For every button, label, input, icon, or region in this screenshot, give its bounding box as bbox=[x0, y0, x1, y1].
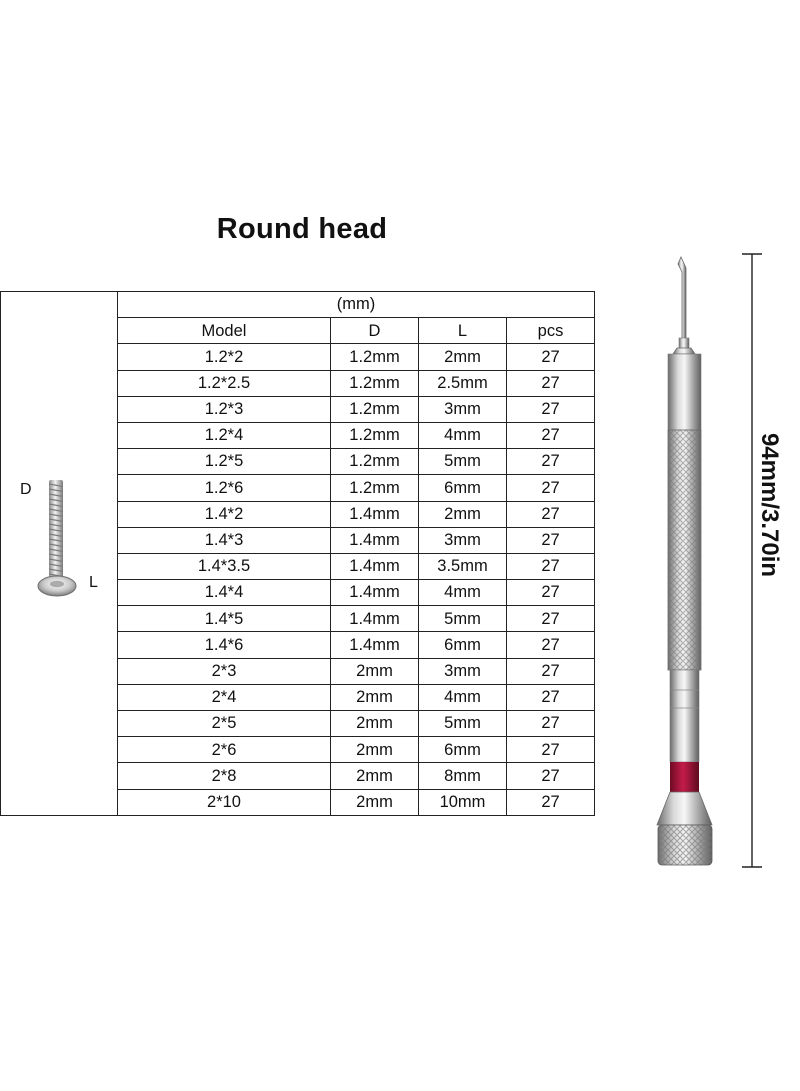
cell-l: 2mm bbox=[419, 344, 507, 370]
cell-l: 4mm bbox=[419, 422, 507, 448]
cell-l: 6mm bbox=[419, 737, 507, 763]
cell-pcs: 27 bbox=[507, 632, 595, 658]
cell-l: 4mm bbox=[419, 684, 507, 710]
cell-d: 2mm bbox=[331, 711, 419, 737]
cell-l: 3mm bbox=[419, 527, 507, 553]
cell-pcs: 27 bbox=[507, 789, 595, 815]
cell-model: 1.2*2 bbox=[118, 344, 331, 370]
screw-illustration bbox=[1, 292, 118, 815]
screwdriver-icon bbox=[620, 250, 720, 875]
diameter-label: D bbox=[20, 481, 32, 498]
screw-icon bbox=[35, 478, 81, 602]
cell-model: 2*8 bbox=[118, 763, 331, 789]
cell-pcs: 27 bbox=[507, 658, 595, 684]
cell-d: 1.4mm bbox=[331, 632, 419, 658]
cell-l: 3.5mm bbox=[419, 553, 507, 579]
length-label: L bbox=[89, 574, 98, 591]
dimension-label: 94mm/3.70in bbox=[756, 432, 783, 578]
screw-image-cell bbox=[1, 292, 118, 816]
cell-model: 2*6 bbox=[118, 737, 331, 763]
cell-d: 1.4mm bbox=[331, 553, 419, 579]
cell-model: 1.4*3.5 bbox=[118, 553, 331, 579]
cell-d: 2mm bbox=[331, 763, 419, 789]
cell-model: 2*4 bbox=[118, 684, 331, 710]
cell-pcs: 27 bbox=[507, 344, 595, 370]
cell-model: 1.4*3 bbox=[118, 527, 331, 553]
cell-pcs: 27 bbox=[507, 501, 595, 527]
cell-model: 1.2*3 bbox=[118, 396, 331, 422]
cell-l: 5mm bbox=[419, 711, 507, 737]
cell-pcs: 27 bbox=[507, 711, 595, 737]
header-l: L bbox=[419, 318, 507, 344]
cell-pcs: 27 bbox=[507, 422, 595, 448]
cell-model: 1.2*6 bbox=[118, 475, 331, 501]
cell-d: 1.4mm bbox=[331, 501, 419, 527]
cell-d: 1.2mm bbox=[331, 396, 419, 422]
cell-model: 1.4*2 bbox=[118, 501, 331, 527]
cell-l: 5mm bbox=[419, 606, 507, 632]
cell-l: 2mm bbox=[419, 501, 507, 527]
cell-model: 1.4*5 bbox=[118, 606, 331, 632]
cell-d: 1.2mm bbox=[331, 370, 419, 396]
cell-l: 6mm bbox=[419, 632, 507, 658]
cell-l: 4mm bbox=[419, 580, 507, 606]
cell-model: 1.2*4 bbox=[118, 422, 331, 448]
cell-d: 2mm bbox=[331, 789, 419, 815]
cell-pcs: 27 bbox=[507, 580, 595, 606]
cell-pcs: 27 bbox=[507, 475, 595, 501]
unit-label: (mm) bbox=[118, 292, 595, 318]
header-model: Model bbox=[118, 318, 331, 344]
cell-l: 8mm bbox=[419, 763, 507, 789]
cell-pcs: 27 bbox=[507, 396, 595, 422]
cell-d: 2mm bbox=[331, 658, 419, 684]
unit-row bbox=[1, 292, 595, 318]
cell-model: 1.4*4 bbox=[118, 580, 331, 606]
header-pcs: pcs bbox=[507, 318, 595, 344]
cell-pcs: 27 bbox=[507, 606, 595, 632]
cell-pcs: 27 bbox=[507, 684, 595, 710]
cell-d: 1.4mm bbox=[331, 580, 419, 606]
cell-pcs: 27 bbox=[507, 449, 595, 475]
cell-pcs: 27 bbox=[507, 737, 595, 763]
cell-l: 10mm bbox=[419, 789, 507, 815]
cell-model: 2*3 bbox=[118, 658, 331, 684]
cell-model: 1.4*6 bbox=[118, 632, 331, 658]
cell-l: 5mm bbox=[419, 449, 507, 475]
cell-l: 2.5mm bbox=[419, 370, 507, 396]
cell-l: 3mm bbox=[419, 658, 507, 684]
cell-d: 1.2mm bbox=[331, 475, 419, 501]
cell-model: 2*10 bbox=[118, 789, 331, 815]
cell-d: 1.2mm bbox=[331, 422, 419, 448]
cell-d: 1.4mm bbox=[331, 527, 419, 553]
cell-d: 2mm bbox=[331, 737, 419, 763]
cell-l: 3mm bbox=[419, 396, 507, 422]
cell-l: 6mm bbox=[419, 475, 507, 501]
screw-spec-table bbox=[0, 291, 595, 816]
cell-d: 1.4mm bbox=[331, 606, 419, 632]
cell-model: 1.2*5 bbox=[118, 449, 331, 475]
cell-model: 2*5 bbox=[118, 711, 331, 737]
cell-d: 1.2mm bbox=[331, 449, 419, 475]
cell-d: 1.2mm bbox=[331, 344, 419, 370]
header-d: D bbox=[331, 318, 419, 344]
page-title: Round head bbox=[216, 213, 388, 245]
cell-pcs: 27 bbox=[507, 370, 595, 396]
cell-d: 2mm bbox=[331, 684, 419, 710]
cell-pcs: 27 bbox=[507, 527, 595, 553]
cell-model: 1.2*2.5 bbox=[118, 370, 331, 396]
cell-pcs: 27 bbox=[507, 763, 595, 789]
cell-pcs: 27 bbox=[507, 553, 595, 579]
